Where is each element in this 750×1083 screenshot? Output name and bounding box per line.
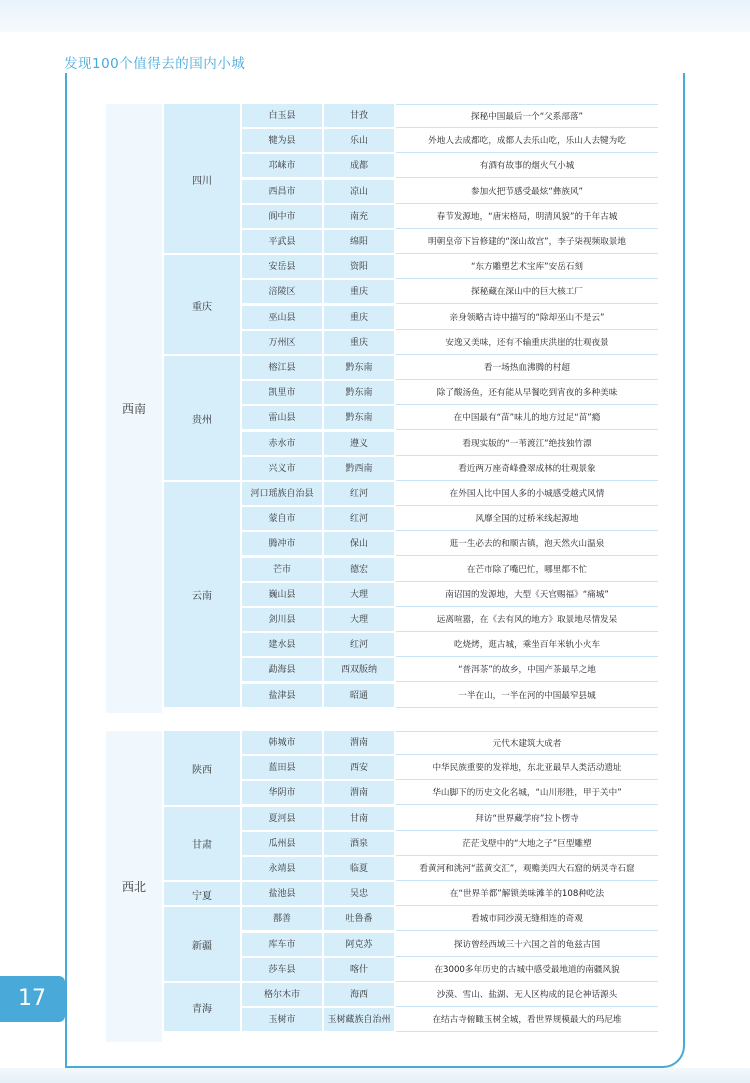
- province-column: [164, 731, 240, 1042]
- county-cell: 瓜州县: [242, 832, 322, 856]
- table-row: [242, 482, 658, 506]
- description-cell: 明朝皇帝下旨修建的“深山故宫”，李子柒视频取景地: [396, 230, 658, 254]
- description-cell: 远离喧嚣，在《去有风的地方》取景地尽情发呆: [396, 608, 658, 632]
- county-cell: 鄯善: [242, 907, 322, 931]
- county-cell: 蒙自市: [242, 507, 322, 531]
- table-row: [242, 958, 658, 982]
- province-label: 贵州: [164, 356, 240, 481]
- description-cell: 探秘藏在深山中的巨大核工厂: [396, 280, 658, 304]
- table-row: [242, 104, 658, 128]
- county-cell: 安岳县: [242, 255, 322, 279]
- area-cell: 大理: [324, 608, 394, 632]
- area-cell: 红河: [324, 633, 394, 657]
- table-row: [242, 684, 658, 708]
- area-cell: 西安: [324, 756, 394, 780]
- table-row: [242, 583, 658, 607]
- description-cell: 在外国人比中国人多的小城感受越式风情: [396, 482, 658, 506]
- description-cell: 看黄河和洮河“蓝黄交汇”，观赡美四大石窟的炳灵寺石窟: [396, 857, 658, 881]
- description-cell: 中华民族重要的发祥地，东北亚最早人类活动遗址: [396, 756, 658, 780]
- area-cell: 大理: [324, 583, 394, 607]
- area-cell: 阿克苏: [324, 933, 394, 957]
- province-column: [164, 104, 240, 713]
- county-cell: 白玉县: [242, 104, 322, 128]
- description-cell: 一半在山，一半在河的中国最窄县城: [396, 684, 658, 708]
- table-row: [242, 306, 658, 330]
- area-cell: 德宏: [324, 558, 394, 582]
- table-row: [242, 907, 658, 931]
- area-cell: 甘南: [324, 807, 394, 831]
- area-cell: 渭南: [324, 731, 394, 755]
- area-cell: 黔东南: [324, 381, 394, 405]
- description-cell: 看一场热血沸腾的村超: [396, 356, 658, 380]
- province-label: 甘肃: [164, 807, 240, 882]
- table-row: [242, 983, 658, 1007]
- description-cell: 在结古寺俯瞰玉树全城，看世界规模最大的玛尼堆: [396, 1008, 658, 1032]
- county-cell: 建水县: [242, 633, 322, 657]
- table-row: [242, 154, 658, 178]
- county-cell: 玉树市: [242, 1008, 322, 1032]
- county-cell: 万州区: [242, 331, 322, 355]
- description-cell: 探访曾经西域三十六国之首的龟兹古国: [396, 933, 658, 957]
- province-label: 新疆: [164, 907, 240, 982]
- region-label: 西北: [106, 731, 162, 1042]
- area-cell: 黔东南: [324, 356, 394, 380]
- table-row: [242, 507, 658, 531]
- table-row: [242, 731, 658, 755]
- table-row: [242, 180, 658, 204]
- area-cell: 玉树藏族自治州: [324, 1008, 394, 1032]
- county-cell: 库车市: [242, 933, 322, 957]
- table-row: [242, 781, 658, 805]
- county-cell: 兴义市: [242, 457, 322, 481]
- county-cell: 巍山县: [242, 583, 322, 607]
- table-row: [242, 882, 658, 906]
- description-cell: 吃烧烤，逛古城，乘坐百年米轨小火车: [396, 633, 658, 657]
- description-cell: 除了酸汤鱼，还有能从早餐吃到宵夜的多种美味: [396, 381, 658, 405]
- province-label: 宁夏: [164, 882, 240, 906]
- region-block-northwest: [106, 731, 658, 1042]
- table-row: [242, 832, 658, 856]
- county-cell: 平武县: [242, 230, 322, 254]
- description-cell: 沙漠、雪山、盐湖、无人区构成的昆仑神话源头: [396, 983, 658, 1007]
- area-cell: 重庆: [324, 280, 394, 304]
- area-cell: 甘孜: [324, 104, 394, 128]
- area-cell: 成都: [324, 154, 394, 178]
- county-cell: 腾冲市: [242, 532, 322, 556]
- area-cell: 资阳: [324, 255, 394, 279]
- area-cell: 南充: [324, 205, 394, 229]
- description-cell: 南诏国的发源地，大型《天官赐福》“痛城”: [396, 583, 658, 607]
- area-cell: 喀什: [324, 958, 394, 982]
- description-cell: 看现实版的“一苇渡江”绝技独竹漂: [396, 432, 658, 456]
- area-cell: 临夏: [324, 857, 394, 881]
- area-cell: 渭南: [324, 781, 394, 805]
- table-row: [242, 381, 658, 405]
- county-cell: 格尔木市: [242, 983, 322, 1007]
- area-cell: 海西: [324, 983, 394, 1007]
- county-cell: 阆中市: [242, 205, 322, 229]
- page-number: 17: [18, 986, 46, 1011]
- area-cell: 西双版纳: [324, 658, 394, 682]
- description-cell: 有酒有故事的烟火气小城: [396, 154, 658, 178]
- table-row: [242, 457, 658, 481]
- table-row: [242, 230, 658, 254]
- county-cell: 涪陵区: [242, 280, 322, 304]
- description-cell: 风靡全国的过桥米线起源地: [396, 507, 658, 531]
- table-row: [242, 356, 658, 380]
- table-row: [242, 633, 658, 657]
- description-cell: 拜访“世界藏学府”拉卜楞寺: [396, 807, 658, 831]
- county-cell: 西昌市: [242, 180, 322, 204]
- description-cell: “东方雕塑艺术宝库”安岳石刻: [396, 255, 658, 279]
- county-cell: 凯里市: [242, 381, 322, 405]
- page-title: 发现100个值得去的国内小城: [64, 56, 246, 72]
- table-row: [242, 1008, 658, 1032]
- area-cell: 凉山: [324, 180, 394, 204]
- city-rows: [242, 104, 658, 713]
- table-row: [242, 432, 658, 456]
- description-cell: 看城市同沙漠无缝相连的奇观: [396, 907, 658, 931]
- description-cell: 华山脚下的历史文化名城，“山川形胜，甲于关中”: [396, 781, 658, 805]
- description-cell: 外地人去成都吃，成都人去乐山吃，乐山人去犍为吃: [396, 129, 658, 153]
- table-row: [242, 807, 658, 831]
- description-cell: 元代木建筑大成者: [396, 731, 658, 755]
- table-row: [242, 532, 658, 556]
- county-cell: 榕江县: [242, 356, 322, 380]
- description-cell: 在中国最有“苗”味儿的地方过足“苗”瘾: [396, 406, 658, 430]
- county-cell: 华阴市: [242, 781, 322, 805]
- description-cell: 亲身领略古诗中描写的“除却巫山不是云”: [396, 306, 658, 330]
- county-cell: 永靖县: [242, 857, 322, 881]
- area-cell: 重庆: [324, 331, 394, 355]
- area-cell: 红河: [324, 507, 394, 531]
- description-cell: 安逸又美味，还有不输重庆洪崖的壮观夜景: [396, 331, 658, 355]
- table-row: [242, 331, 658, 355]
- description-cell: 参加火把节感受最炫“彝族风”: [396, 180, 658, 204]
- region-block-southwest: [106, 104, 658, 713]
- area-cell: 遵义: [324, 432, 394, 456]
- province-label: 云南: [164, 482, 240, 708]
- table-row: [242, 129, 658, 153]
- table-row: [242, 280, 658, 304]
- table-row: [242, 558, 658, 582]
- province-label: 青海: [164, 983, 240, 1032]
- county-cell: 勐海县: [242, 658, 322, 682]
- county-cell: 犍为县: [242, 129, 322, 153]
- description-cell: 看近两万座奇峰叠翠成林的壮观景象: [396, 457, 658, 481]
- county-cell: 韩城市: [242, 731, 322, 755]
- page-number-tab: [0, 976, 65, 1022]
- county-cell: 邛崃市: [242, 154, 322, 178]
- area-cell: 吴忠: [324, 882, 394, 906]
- area-cell: 吐鲁番: [324, 907, 394, 931]
- region-label: 西南: [106, 104, 162, 713]
- county-cell: 莎车县: [242, 958, 322, 982]
- description-cell: 春节发源地，“唐宋格局，明清风貌”的千年古城: [396, 205, 658, 229]
- area-cell: 昭通: [324, 684, 394, 708]
- province-label: 四川: [164, 104, 240, 254]
- area-cell: 重庆: [324, 306, 394, 330]
- table-row: [242, 406, 658, 430]
- county-cell: 蓝田县: [242, 756, 322, 780]
- province-label: 重庆: [164, 255, 240, 355]
- table-row: [242, 658, 658, 682]
- description-cell: 探秘中国最后一个“父系部落”: [396, 104, 658, 128]
- description-cell: “普洱茶”的故乡，中国产茶最早之地: [396, 658, 658, 682]
- county-cell: 剑川县: [242, 608, 322, 632]
- county-cell: 芒市: [242, 558, 322, 582]
- area-cell: 黔东南: [324, 406, 394, 430]
- table-row: [242, 857, 658, 881]
- table-row: [242, 608, 658, 632]
- description-cell: 逛一生必去的和顺古镇，泡天然火山温泉: [396, 532, 658, 556]
- description-cell: 在“世界羊都”解锁美味滩羊的108种吃法: [396, 882, 658, 906]
- area-cell: 保山: [324, 532, 394, 556]
- bottom-shade: [0, 1068, 750, 1083]
- area-cell: 乐山: [324, 129, 394, 153]
- county-cell: 河口瑶族自治县: [242, 482, 322, 506]
- table-row: [242, 205, 658, 229]
- table-row: [242, 933, 658, 957]
- area-cell: 红河: [324, 482, 394, 506]
- county-cell: 雷山县: [242, 406, 322, 430]
- province-label: 陕西: [164, 731, 240, 806]
- description-cell: 茫茫戈壁中的“大地之子”巨型雕塑: [396, 832, 658, 856]
- county-cell: 巫山县: [242, 306, 322, 330]
- county-cell: 赤水市: [242, 432, 322, 456]
- area-cell: 黔西南: [324, 457, 394, 481]
- area-cell: 绵阳: [324, 230, 394, 254]
- city-rows: [242, 731, 658, 1042]
- header-band: [0, 0, 750, 32]
- county-cell: 夏河县: [242, 807, 322, 831]
- county-cell: 盐池县: [242, 882, 322, 906]
- table-row: [242, 756, 658, 780]
- description-cell: 在芒市除了嘴巴忙，哪里都不忙: [396, 558, 658, 582]
- county-cell: 盐津县: [242, 684, 322, 708]
- table-row: [242, 255, 658, 279]
- area-cell: 酒泉: [324, 832, 394, 856]
- description-cell: 在3000多年历史的古城中感受最地道的南疆风貌: [396, 958, 658, 982]
